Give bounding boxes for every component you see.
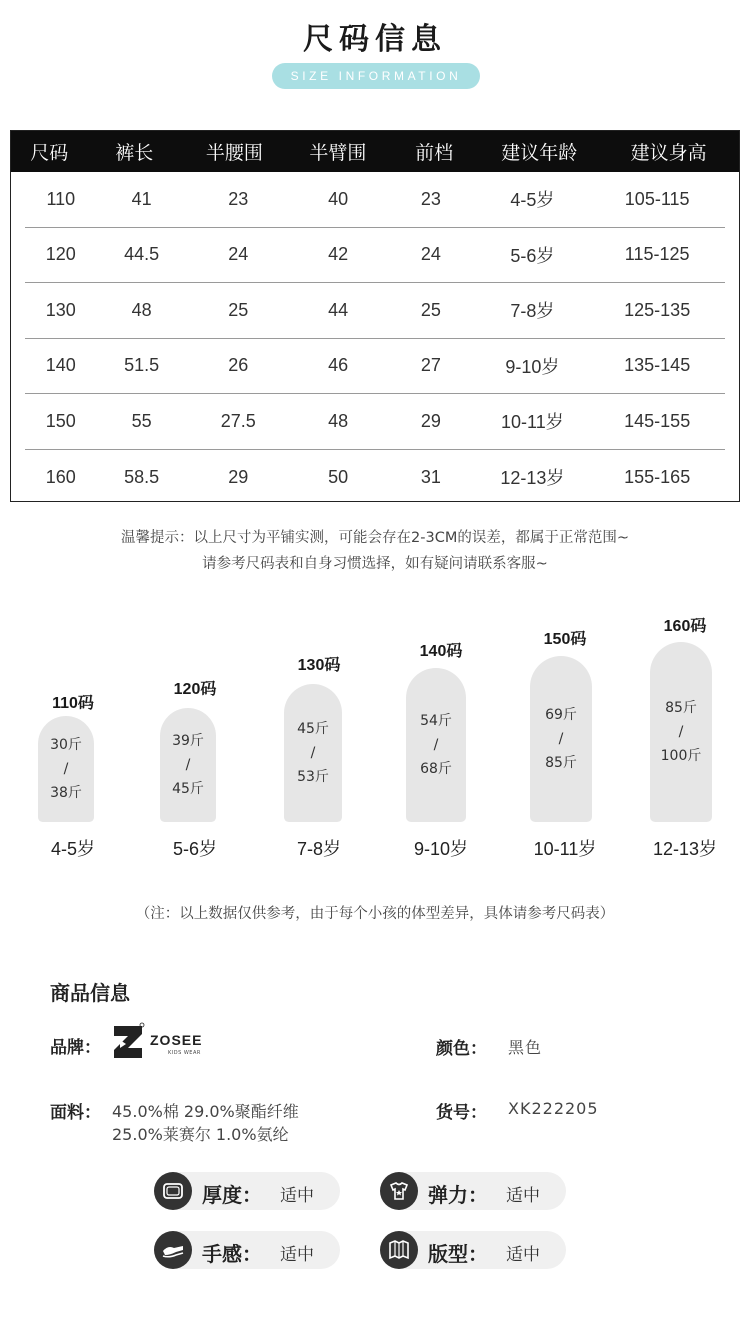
weight-separator: / (433, 737, 439, 753)
table-cell: 31 (420, 466, 441, 487)
brand-label: 品牌： (50, 1038, 101, 1058)
table-cell: 10-11岁 (501, 412, 564, 433)
weight-high: 68斤 (420, 761, 452, 777)
attribute-label: 厚度： (202, 1183, 262, 1207)
column-header: 建议年龄 (501, 143, 578, 164)
table-cell: 41 (131, 188, 152, 209)
attribute-value: 适中 (506, 1186, 540, 1206)
figure-size-label: 130码 (297, 657, 341, 674)
table-cell: 7-8岁 (510, 301, 555, 322)
table-cell: 29 (420, 410, 441, 431)
table-cell: 40 (328, 188, 349, 209)
table-row (25, 172, 725, 228)
column-header: 前档 (415, 143, 454, 164)
sku-label: 货号： (436, 1103, 487, 1123)
table-cell: 50 (328, 466, 349, 487)
table-row (25, 228, 725, 284)
figure-size-label: 120码 (173, 681, 217, 698)
table-row (25, 283, 725, 339)
table-cell: 29 (228, 466, 249, 487)
color-label: 颜色： (436, 1039, 487, 1059)
table-cell: 160 (45, 466, 76, 487)
table-cell: 58.5 (124, 466, 160, 487)
table-cell: 24 (228, 244, 249, 265)
table-cell: 25 (420, 299, 441, 320)
column-header: 尺码 (30, 143, 69, 164)
weight-separator: / (310, 745, 316, 761)
weight-separator: / (678, 724, 684, 740)
weight-separator: / (558, 731, 564, 747)
weight-high: 85斤 (545, 755, 577, 771)
table-cell: 115-125 (624, 244, 690, 265)
sku-value: XK222205 (508, 1099, 599, 1118)
table-cell: 12-13岁 (500, 468, 565, 489)
figure-age-label: 5-6岁 (172, 839, 217, 859)
table-cell: 23 (420, 188, 441, 209)
table-cell: 125-135 (624, 299, 691, 320)
weight-low: 39斤 (172, 733, 204, 749)
figure-age-label: 12-13岁 (652, 839, 718, 859)
table-row (25, 339, 725, 395)
figure-silhouette (160, 708, 216, 822)
table-cell: 46 (328, 355, 349, 376)
table-cell: 27 (420, 355, 441, 376)
table-cell: 26 (228, 355, 249, 376)
table-cell: 27.5 (220, 410, 256, 431)
elasticity-icon (380, 1172, 418, 1210)
table-cell: 48 (328, 410, 349, 431)
brand-logo-text: ZOSEE (150, 1032, 203, 1048)
table-cell: 25 (228, 299, 249, 320)
figure-size-label: 140码 (419, 643, 463, 660)
figure-silhouette (650, 642, 712, 822)
figure-age-label: 4-5岁 (50, 839, 95, 859)
figure-silhouette (406, 668, 466, 822)
weight-high: 100斤 (660, 748, 702, 764)
fabric-label: 面料： (50, 1103, 101, 1123)
attribute-thickness (154, 1172, 340, 1210)
product-info-title: 商品信息 (50, 981, 130, 1005)
attribute-hand-feel (154, 1231, 340, 1269)
table-cell: 5-6岁 (510, 245, 555, 266)
column-header: 建议身高 (630, 143, 707, 164)
table-cell: 150 (45, 410, 76, 431)
color-value: 黑色 (508, 1038, 543, 1057)
hand-feel-icon (154, 1231, 192, 1269)
table-cell: 4-5岁 (510, 190, 555, 211)
table-cell: 145-155 (624, 410, 691, 431)
size-table (10, 130, 740, 502)
weight-low: 45斤 (297, 721, 329, 737)
table-cell: 48 (131, 299, 152, 320)
weight-low: 85斤 (665, 700, 697, 716)
table-cell: 140 (45, 355, 76, 376)
attribute-elasticity (380, 1172, 566, 1210)
figure-age-label: 7-8岁 (296, 839, 341, 859)
table-cell: 42 (328, 244, 349, 265)
table-row (25, 394, 725, 450)
column-header: 半臂围 (309, 143, 367, 164)
figure-silhouette (530, 656, 592, 822)
tip-line-2: 请参考尺码表和自身习惯选择，如有疑问请联系客服~ (202, 556, 548, 572)
weight-high: 53斤 (297, 769, 329, 785)
figure-size-label: 160码 (663, 618, 707, 635)
fabric-line-1: 45.0%棉 29.0%聚酯纤维 (112, 1102, 299, 1121)
attribute-label: 版型： (428, 1242, 488, 1266)
thickness-icon (154, 1172, 192, 1210)
page-title: 尺码信息 (303, 22, 447, 57)
table-row (25, 450, 725, 506)
table-cell: 51.5 (124, 355, 160, 376)
weight-separator: / (63, 761, 69, 777)
tip-line-1: 温馨提示：以上尺寸为平铺实测，可能会存在2-3CM的误差，都属于正常范围~ (121, 530, 629, 546)
attribute-label: 手感： (202, 1242, 262, 1266)
table-header (11, 131, 739, 172)
figure-age-label: 9-10岁 (413, 839, 469, 859)
table-cell: 155-165 (624, 466, 691, 487)
table-cell: 120 (45, 244, 76, 265)
subtitle-badge: SIZE INFORMATION (272, 63, 480, 89)
table-cell: 24 (420, 244, 441, 265)
attribute-value: 适中 (506, 1245, 540, 1265)
figure-silhouette (284, 684, 342, 822)
table-cell: 130 (45, 299, 76, 320)
weight-low: 54斤 (420, 713, 452, 729)
column-header: 裤长 (115, 143, 154, 164)
weight-separator: / (185, 757, 191, 773)
table-cell: 9-10岁 (505, 356, 560, 377)
attribute-value: 适中 (280, 1186, 314, 1206)
attribute-fit (380, 1231, 566, 1269)
table-cell: 23 (228, 188, 249, 209)
figure-silhouette (38, 716, 94, 822)
table-cell: 105-115 (624, 188, 690, 209)
reference-note: （注：以上数据仅供参考，由于每个小孩的体型差异，具体请参考尺码表） (135, 906, 615, 922)
weight-high: 45斤 (172, 781, 204, 797)
zosee-logo-icon (110, 1022, 146, 1062)
attribute-value: 适中 (280, 1245, 314, 1265)
column-header: 半腰围 (205, 143, 263, 164)
figure-size-label: 150码 (543, 631, 587, 648)
fabric-line-2: 25.0%莱赛尔 1.0%氨纶 (112, 1125, 289, 1144)
figure-size-label: 110码 (52, 695, 94, 712)
table-cell: 135-145 (624, 355, 691, 376)
table-cell: 110 (46, 188, 76, 209)
weight-high: 38斤 (50, 785, 82, 801)
weight-low: 69斤 (545, 707, 577, 723)
table-cell: 44 (328, 299, 349, 320)
table-cell: 55 (131, 410, 152, 431)
brand-logo (110, 1022, 210, 1064)
weight-low: 30斤 (50, 737, 82, 753)
brand-logo-subtext: KIDS WEAR (168, 1050, 201, 1056)
figure-age-label: 10-11岁 (533, 839, 597, 859)
table-cell: 44.5 (124, 244, 160, 265)
attribute-label: 弹力： (428, 1183, 488, 1207)
fit-icon (380, 1231, 418, 1269)
